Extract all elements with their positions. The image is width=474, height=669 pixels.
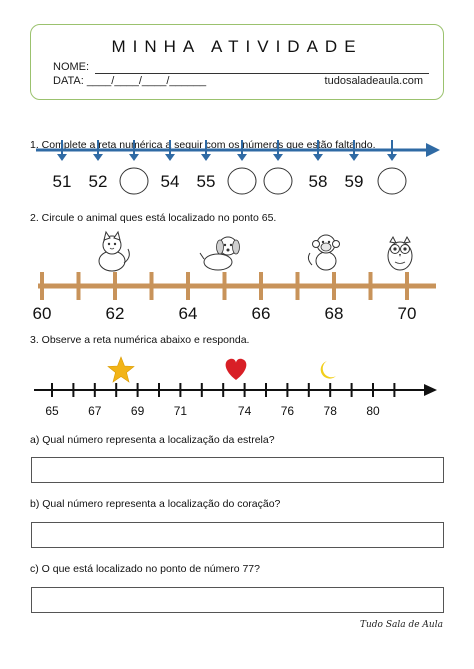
moon-icon	[321, 361, 336, 379]
number-line-1-value: 58	[308, 172, 328, 191]
number-line-1-value: 55	[196, 172, 216, 191]
number-line-1-value: 59	[344, 172, 364, 191]
number-line-3-label: 69	[130, 404, 145, 418]
ruler-label: 64	[178, 304, 198, 323]
blank-answer-circle[interactable]	[264, 168, 292, 194]
footer-logo: Tudo Sala de Aula	[360, 620, 443, 630]
subquestion-c-prompt: c) O que está localizado no ponto de número 77?	[30, 563, 260, 575]
number-line-1-value: 52	[88, 172, 108, 191]
ruler-label: 62	[105, 304, 125, 323]
ruler-label: 70	[397, 304, 417, 323]
number-line-3-label: 65	[45, 404, 59, 418]
answer-box-b[interactable]	[31, 522, 444, 548]
dog-icon[interactable]	[200, 237, 240, 270]
star-icon	[108, 357, 134, 382]
number-line-1-value: 51	[52, 172, 72, 191]
blank-answer-circle[interactable]	[120, 168, 148, 194]
date-field[interactable]: DATA: ____/____/____/______	[53, 75, 207, 87]
blank-answer-circle[interactable]	[378, 168, 406, 194]
answer-box-a[interactable]	[31, 457, 444, 483]
blank-answer-circle[interactable]	[228, 168, 256, 194]
ruler-labels	[33, 304, 417, 323]
number-line-1-numbers	[53, 172, 364, 191]
question-1-prompt: 1. Complete a reta numérica a seguir com os números que estão faltando.	[30, 139, 376, 151]
number-line-3-label: 80	[366, 404, 380, 418]
cat-icon[interactable]	[99, 232, 129, 271]
answer-box-c[interactable]	[31, 587, 444, 613]
number-line-3-label: 78	[323, 404, 337, 418]
number-line-3-labels	[45, 404, 380, 418]
number-line-3-label: 71	[173, 404, 188, 418]
question-2-prompt: 2. Circule o animal ques está localizado no ponto 65.	[30, 212, 277, 224]
monkey-icon[interactable]	[308, 235, 339, 270]
number-line-3-label: 76	[280, 404, 295, 418]
number-line-3-label: 74	[237, 404, 252, 418]
ruler-label: 68	[324, 304, 344, 323]
heart-icon	[226, 359, 247, 380]
owl-icon[interactable]	[388, 237, 412, 270]
name-label: NOME:	[53, 61, 90, 73]
subquestion-b-prompt: b) Qual número representa a localização do coração?	[30, 498, 281, 510]
site-url: tudosaladeaula.com	[324, 75, 423, 87]
ruler-label: 60	[32, 304, 52, 323]
ruler-label: 66	[251, 304, 271, 323]
number-line-1-value: 54	[160, 172, 180, 191]
subquestion-a-prompt: a) Qual número representa a localização da estrela?	[30, 434, 275, 446]
number-line-3-label: 67	[88, 404, 102, 418]
question-3-prompt: 3. Observe a reta numérica abaixo e responda.	[30, 334, 250, 346]
page-title: MINHA ATIVIDADE	[111, 37, 363, 56]
